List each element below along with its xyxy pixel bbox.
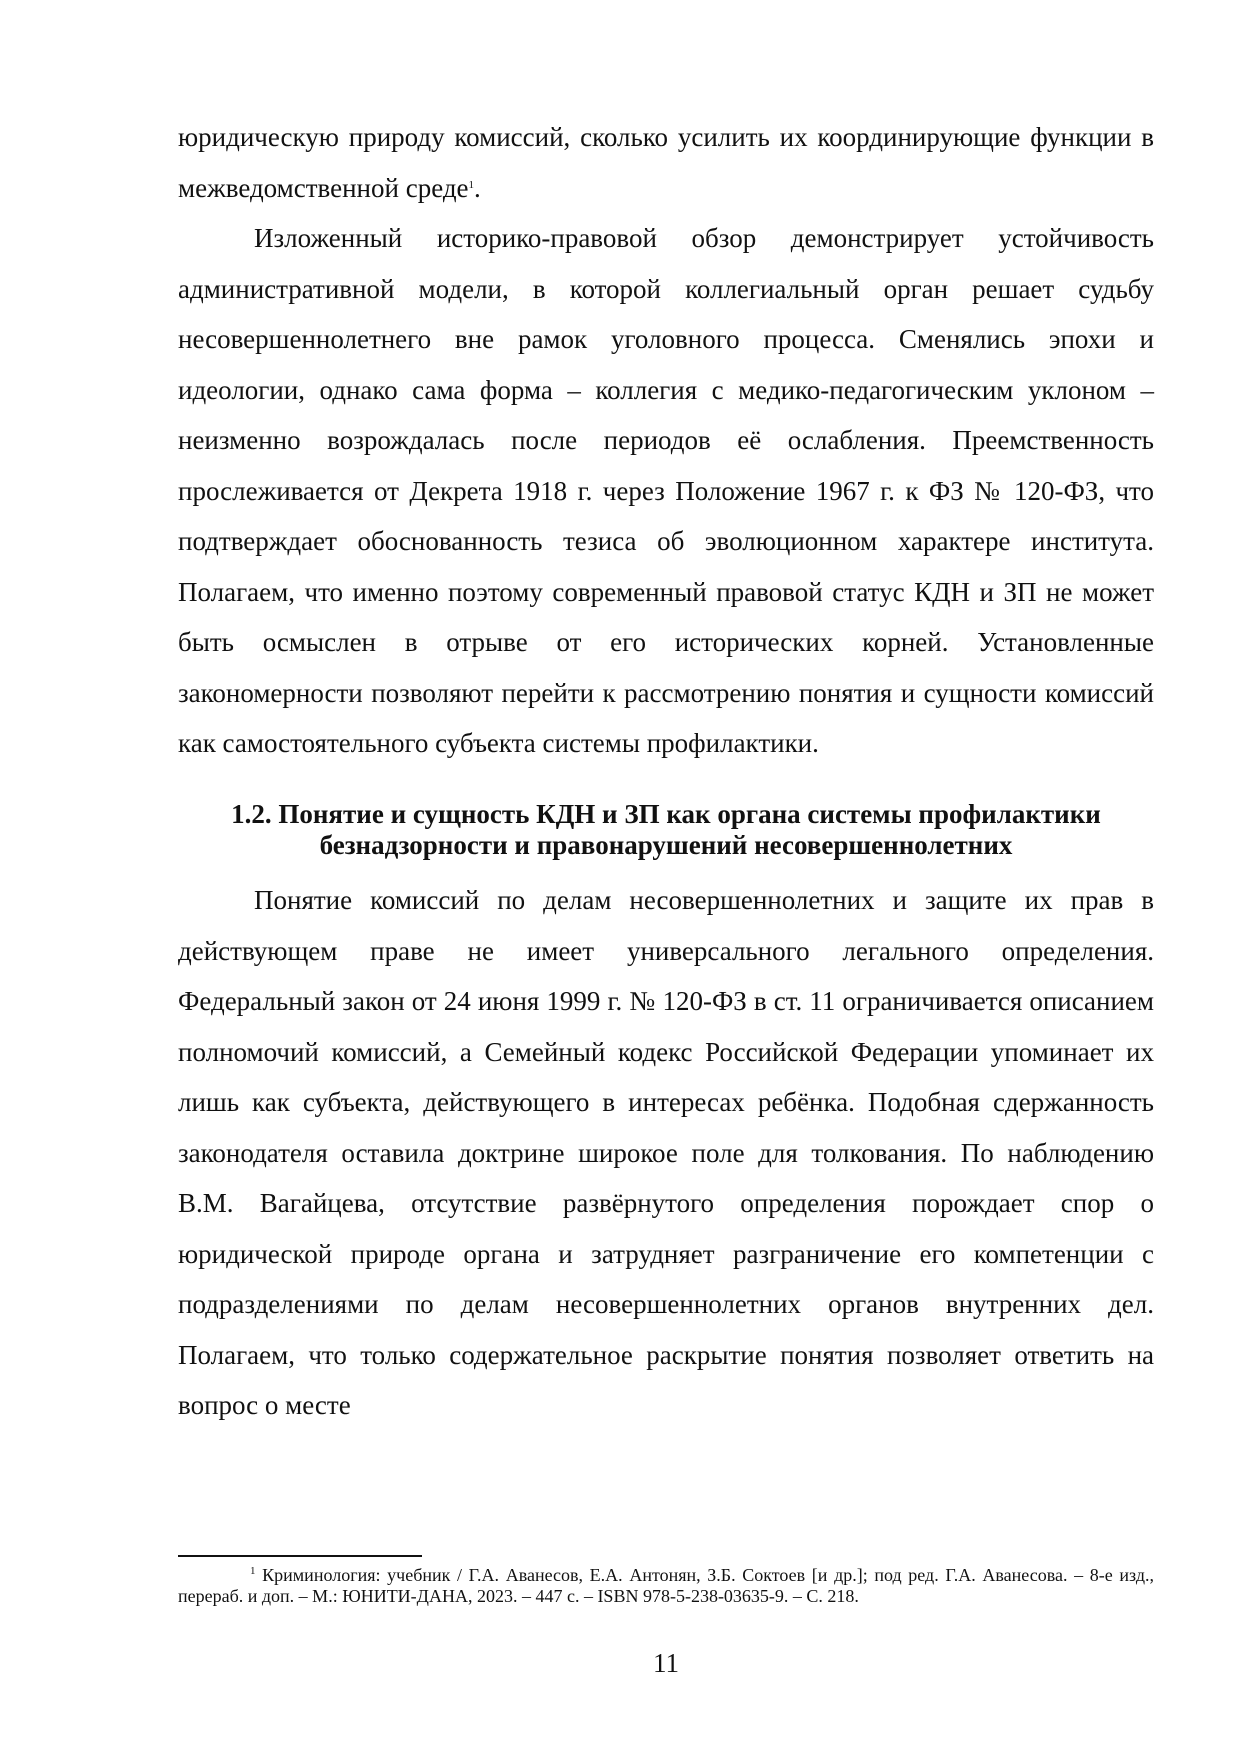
paragraph-historical-summary: Изложенный историко-правовой обзор демонстрирует устойчивость административной модели, в которой коллегиальный орган решает судьбу несовершеннолетнего вне рамок уголовного процесса. Сменялись эпохи и идеологии, однако сама форма – коллегия с медико-педагогическим уклоном – неизменно возрождалась после периодов её ослабления. Преемственность прослеживается от Декрета 1918 г. через Положение 1967 г. к ФЗ № 120-ФЗ, что подтверждает обоснованность тезиса об эволюционном характере института. Полагаем, что именно поэтому современный правовой статус КДН и ЗП не может быть осмыслен в отрыве от его исторических корней. Установленные закономерности позволяют перейти к рассмотрению понятия и сущности комиссий как самостоятельного субъекта системы профилактики. bbox=[178, 223, 1154, 758]
paragraph-concept: Понятие комиссий по делам несовершеннолетних и защите их прав в действующем праве не имеет универсального легального определения. Федеральный закон от 24 июня 1999 г. № 120-ФЗ в ст. 11 ограничивается описанием полномочий комиссий, а Семейный кодекс Российской Федерации упоминает их лишь как субъекта, действующего в интересах ребёнка. Подобная сдержанность законодателя оставила доктрине широкое поле для толкования. По наблюдению В.М. Вагайцева, отсутствие развёрнутого определения порождает спор о юридической природе органа и затрудняет разграничение его компетенции с подразделениями по делам несовершеннолетних органов внутренних дел. Полагаем, что только содержательное раскрытие понятия позволяет ответить на вопрос о месте bbox=[178, 885, 1154, 1420]
footnote bbox=[178, 1565, 1154, 1607]
footnote-reference[interactable]: 1 bbox=[468, 178, 475, 191]
footnote-separator bbox=[178, 1555, 422, 1557]
footnote-text: Криминология: учебник / Г.А. Аванесов, Е.А. Антонян, З.Б. Соктоев [и др.]; под ред. Г.А. Аванесова. – 8-е изд., перераб. и доп. – М.: ЮНИТИ-ДАНА, 2023. – 447 с. – ISBN 978-5-238-03635-9. – С. 218. bbox=[178, 1565, 1154, 1606]
paragraph-text: юридическую природу комиссий, сколько усилить их координирующие функции в межведомственной среде bbox=[178, 122, 1154, 203]
section-heading-line-1: 1.2. Понятие и сущность КДН и ЗП как органа системы профилактики bbox=[231, 799, 1101, 829]
section-heading-line-2: безнадзорности и правонарушений несовершеннолетних bbox=[319, 830, 1013, 860]
section-heading bbox=[178, 799, 1154, 861]
paragraph-continuation bbox=[178, 112, 1154, 213]
footnote-number: 1 bbox=[250, 1565, 256, 1577]
page-number: 11 bbox=[653, 1648, 679, 1678]
paragraph-tail: . bbox=[474, 172, 481, 203]
